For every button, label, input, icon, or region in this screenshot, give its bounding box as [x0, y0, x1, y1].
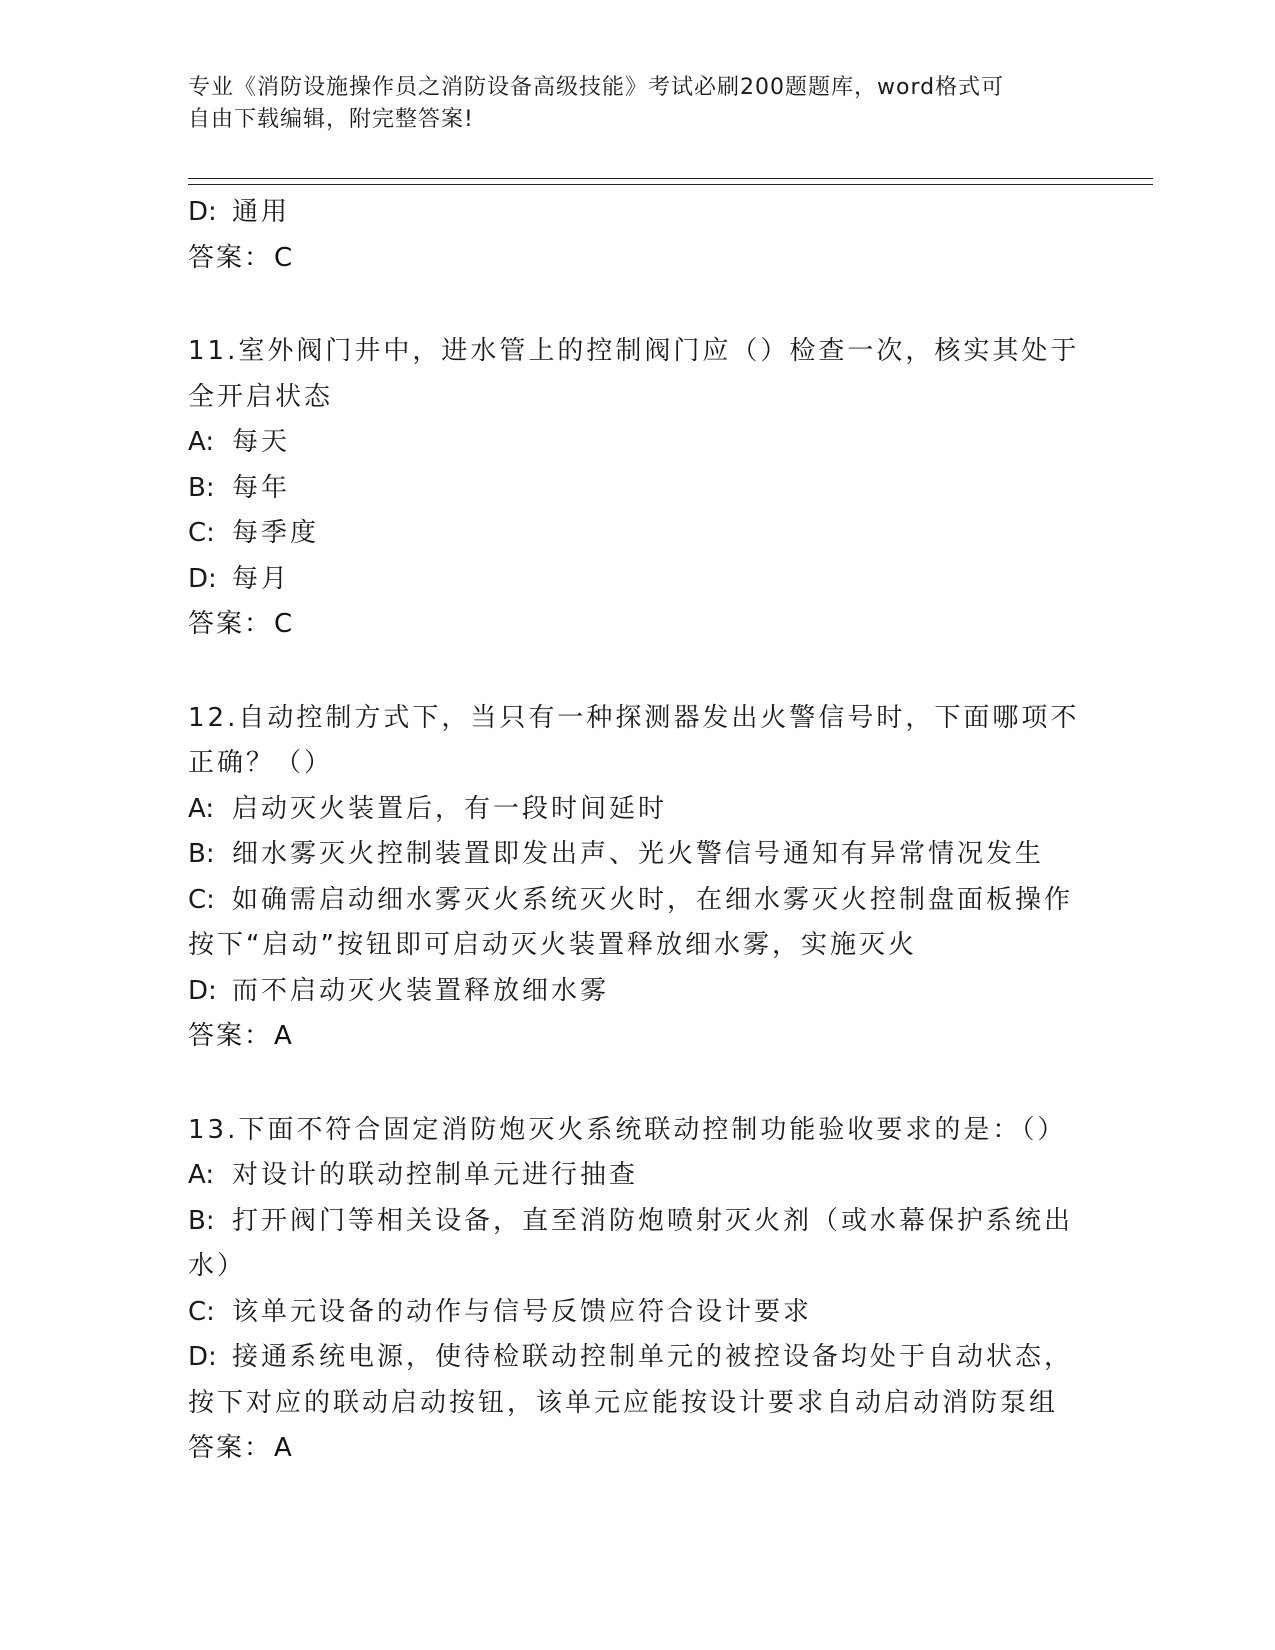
- option-c: [188, 511, 1088, 557]
- option-label: C:: [188, 884, 215, 915]
- option-text: 每年: [232, 472, 291, 503]
- option-label: B:: [188, 1205, 215, 1236]
- option-d: [188, 1335, 1088, 1381]
- option-b: [188, 832, 1088, 878]
- question-gap: [188, 1060, 1088, 1108]
- answer: [188, 602, 1088, 648]
- header-line-2: 自由下载编辑，附完整答案!: [188, 107, 474, 132]
- answer-value: A: [274, 1433, 294, 1463]
- answer-label: 答案：: [188, 1021, 273, 1051]
- question-stem-line: 12.自动控制方式下，当只有一种探测器发出火警信号时，下面哪项不: [188, 702, 1080, 733]
- option-b: [188, 1199, 1088, 1245]
- answer: [188, 1426, 1088, 1472]
- option-text: 而不启动灭火装置释放细水雾: [232, 975, 610, 1006]
- option-a: [188, 1153, 1088, 1199]
- header-line-1: 专业《消防设施操作员之消防设备高级技能》考试必刷200题题库，word格式可: [188, 75, 1005, 100]
- option-c: [188, 878, 1088, 924]
- question-gap: [188, 648, 1088, 696]
- option-d: [188, 969, 1088, 1015]
- question-12: [188, 696, 1088, 1060]
- answer-label: 答案：: [188, 242, 273, 273]
- option-text: 该单元设备的动作与信号反馈应符合设计要求: [232, 1296, 813, 1327]
- option-label: B:: [188, 839, 215, 869]
- answer-value: C: [274, 242, 295, 273]
- option-c-continuation: 按下“启动”按钮即可启动灭火装置释放细水雾，实施灭火: [188, 930, 917, 960]
- option-label: C:: [188, 518, 215, 548]
- option-text: 打开阀门等相关设备，直至消防炮喷射灭火剂（或水幕保护系统出: [232, 1205, 1074, 1236]
- option-a: [188, 420, 1088, 466]
- option-d: [188, 557, 1088, 603]
- option-a: [188, 787, 1088, 833]
- option-label: A:: [188, 427, 215, 457]
- option-label: D:: [188, 563, 217, 594]
- option-text: 每季度: [232, 518, 320, 548]
- option-label: A:: [188, 1160, 215, 1190]
- option-text: 启动灭火装置后，有一段时间延时: [232, 793, 668, 824]
- page-header: [188, 72, 1078, 136]
- option-label: A:: [188, 793, 215, 824]
- option-text: 对设计的联动控制单元进行抽查: [232, 1160, 639, 1190]
- answer-value: A: [274, 1021, 294, 1051]
- answer-label: 答案：: [188, 1433, 273, 1463]
- option-text: 细水雾灭火控制装置即发出声、光火警信号通知有异常情况发生: [232, 839, 1045, 869]
- option-text: 每月: [232, 563, 291, 594]
- question-gap: [188, 281, 1088, 329]
- option-label: B:: [188, 472, 215, 503]
- question-11: [188, 329, 1088, 648]
- option-b-continuation: 水）: [188, 1251, 247, 1281]
- option-label: C:: [188, 1296, 215, 1327]
- question-stem-line: 13.下面不符合固定消防炮灭火系统联动控制功能验收要求的是：（）: [188, 1114, 1067, 1145]
- answer-value: C: [274, 609, 295, 639]
- prev-answer: [188, 236, 1088, 282]
- option-label: D:: [188, 975, 217, 1006]
- option-b: [188, 466, 1088, 512]
- option-text: 接通系统电源，使待检联动控制单元的被控设备均处于自动状态，: [232, 1342, 1074, 1372]
- header-divider-top: [188, 178, 1153, 179]
- option-text: 每天: [232, 427, 291, 457]
- question-13: [188, 1108, 1088, 1472]
- answer-label: 答案：: [188, 609, 273, 639]
- answer: [188, 1014, 1088, 1060]
- option-text: 如确需启动细水雾灭火系统灭火时，在细水雾灭火控制盘面板操作: [232, 884, 1074, 915]
- option-c: [188, 1290, 1088, 1336]
- option-d-continuation: 按下对应的联动启动按钮，该单元应能按设计要求自动启动消防泵组: [188, 1387, 1059, 1418]
- question-stem-line: 全开启状态: [188, 381, 334, 412]
- prev-option-d: [188, 190, 1088, 236]
- question-stem-line: 正确？（）: [188, 748, 334, 778]
- header-divider-bottom: [188, 184, 1153, 185]
- question-body: [188, 190, 1088, 1472]
- question-stem-line: 11.室外阀门井中，进水管上的控制阀门应（）检查一次，核实其处于: [188, 336, 1080, 366]
- option-label: D:: [188, 197, 217, 227]
- option-text: 通用: [232, 197, 291, 227]
- option-label: D:: [188, 1342, 217, 1372]
